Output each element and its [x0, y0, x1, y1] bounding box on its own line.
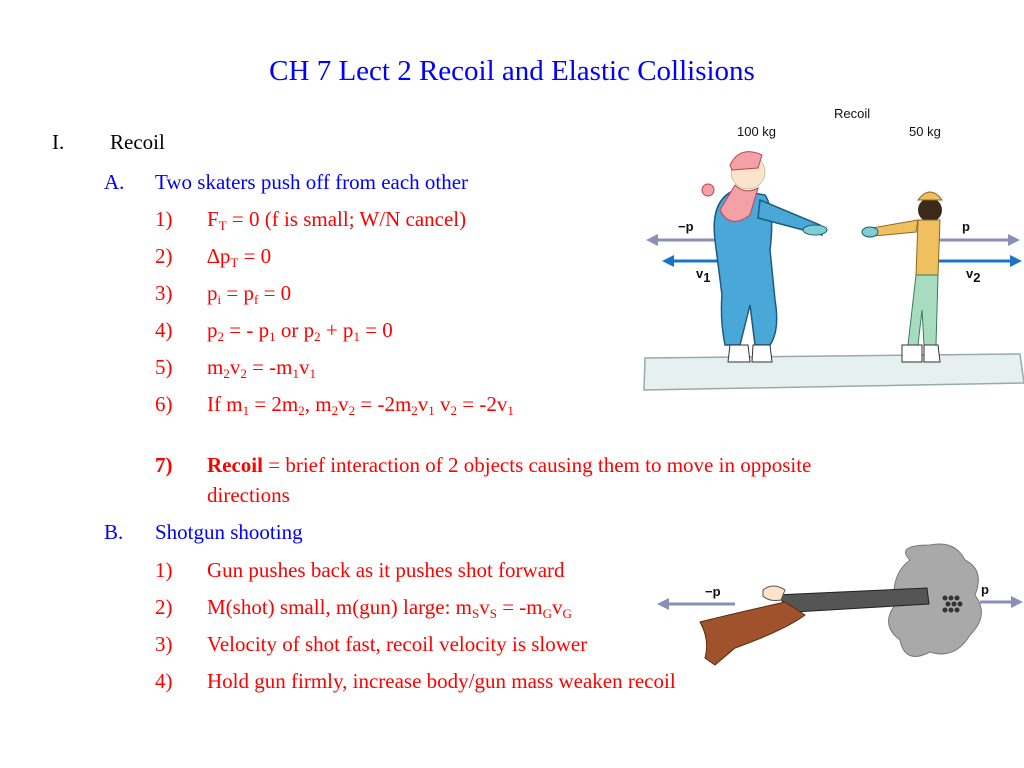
text-run: = 0 (f is small; W/N cancel): [226, 207, 467, 231]
item-text: [207, 392, 514, 417]
item-number: 3): [155, 281, 173, 305]
item-7-text: [207, 453, 811, 478]
text-run: If m: [207, 392, 243, 416]
subsection-b-label: Shotgun shooting: [155, 520, 303, 544]
subsection-b-number: B.: [104, 520, 124, 544]
gun-minus-p-label: −p: [705, 584, 721, 599]
item-7-number: 7): [155, 453, 173, 477]
text-run: = p: [221, 281, 254, 305]
item-text: [207, 281, 291, 306]
v1-label: [696, 266, 711, 285]
subscript: S: [489, 606, 497, 621]
subscript: 2: [217, 329, 224, 344]
text-run: Hold gun firmly, increase body/gun mass weaken recoil: [207, 669, 676, 693]
gun-p-label: p: [981, 582, 989, 597]
text-run: ∆p: [207, 244, 231, 268]
text-run: = -2v: [457, 392, 508, 416]
gun-stock: [700, 602, 805, 665]
subscript: 1: [309, 366, 317, 381]
text-run: v: [338, 392, 349, 416]
v1-subscript: 1: [703, 270, 711, 285]
text-run: m: [207, 355, 224, 379]
subscript: 1: [242, 403, 250, 418]
recoil-definition-line2: directions: [207, 483, 290, 507]
recoil-definition-line1: = brief interaction of 2 objects causing them to move in opposite: [262, 453, 812, 477]
section-label: Recoil: [110, 130, 165, 154]
subscript: 2: [223, 366, 230, 381]
text-run: Gun pushes back as it pushes shot forward: [207, 558, 565, 582]
text-run: = 2m: [249, 392, 299, 416]
mass-left-label: 100 kg: [737, 124, 777, 139]
text-run: = 0: [238, 244, 272, 268]
item-text: [207, 318, 393, 343]
text-run: + p: [320, 318, 354, 342]
v2-subscript: 2: [973, 270, 981, 285]
subscript: 1: [292, 366, 300, 381]
text-run: Velocity of shot fast, recoil velocity is slower: [207, 632, 588, 656]
recoil-term: Recoil: [207, 453, 263, 477]
subscript: f: [253, 292, 259, 307]
text-run: v: [229, 355, 241, 379]
mass-right-label: 50 kg: [909, 124, 941, 139]
small-skater: [862, 192, 942, 362]
item-number: 5): [155, 355, 173, 379]
text-run: p: [207, 318, 218, 342]
item-text: [207, 632, 587, 657]
text-run: p: [207, 281, 218, 305]
hand: [763, 586, 785, 601]
big-skater: [702, 152, 827, 362]
text-run: v: [299, 355, 310, 379]
item-text: [207, 595, 572, 620]
v1-base: v: [696, 266, 704, 281]
slide-title: CH 7 Lect 2 Recoil and Elastic Collisions: [269, 55, 755, 87]
p-label: p: [962, 219, 970, 234]
item-text: [207, 558, 565, 583]
section-number: I.: [52, 130, 65, 154]
skaters-illustration: [640, 100, 1024, 400]
subscript: 1: [269, 329, 276, 344]
text-run: = 0: [258, 281, 292, 305]
text-run: F: [207, 207, 219, 231]
item-number: 3): [155, 632, 173, 656]
item-number: 1): [155, 558, 173, 582]
text-run: v: [434, 392, 451, 416]
item-number: 1): [155, 207, 173, 231]
subscript: 2: [348, 403, 356, 418]
text-run: = -2m: [355, 392, 412, 416]
subscript: 2: [298, 403, 305, 418]
gun-figure: [655, 540, 1024, 670]
skaters-figure-title: Recoil: [834, 106, 871, 121]
text-run: v: [417, 392, 429, 416]
subscript: 1: [353, 329, 360, 344]
item-number: 2): [155, 595, 173, 619]
subscript: G: [562, 606, 572, 621]
subscript: 1: [507, 403, 514, 418]
skaters-figure: [640, 100, 1024, 400]
text-run: v: [479, 595, 490, 619]
item-text: [207, 244, 271, 269]
subscript: 1: [428, 403, 435, 418]
item-number: 4): [155, 318, 173, 342]
subscript: G: [542, 606, 553, 621]
minus-p-label: −p: [678, 219, 694, 234]
subscript: 2: [411, 403, 418, 418]
text-run: v: [552, 595, 563, 619]
subscript: T: [218, 218, 227, 233]
v2-base: v: [966, 266, 974, 281]
text-run: or p: [275, 318, 315, 342]
subscript: T: [230, 255, 239, 270]
subscript: 2: [331, 403, 339, 418]
text-run: = -m: [496, 595, 543, 619]
ice-rink: [644, 354, 1024, 390]
item-text: [207, 355, 316, 380]
item-number: 6): [155, 392, 173, 416]
text-run: = -m: [246, 355, 293, 379]
item-text: [207, 207, 466, 232]
subsection-a-label: Two skaters push off from each other: [155, 170, 469, 194]
item-text: [207, 669, 676, 694]
text-run: , m: [304, 392, 332, 416]
item-number: 4): [155, 669, 173, 693]
subscript: i: [217, 292, 222, 307]
subscript: 2: [450, 403, 458, 418]
v2-label: [966, 266, 981, 285]
subsection-a-number: A.: [104, 170, 125, 194]
text-run: M(shot) small, m(gun) large: m: [207, 595, 472, 619]
subscript: S: [472, 606, 480, 621]
subscript: 2: [314, 329, 321, 344]
subscript: 2: [240, 366, 247, 381]
gun-illustration: [655, 540, 1024, 670]
item-number: 2): [155, 244, 173, 268]
text-run: = 0: [359, 318, 393, 342]
text-run: = - p: [224, 318, 270, 342]
